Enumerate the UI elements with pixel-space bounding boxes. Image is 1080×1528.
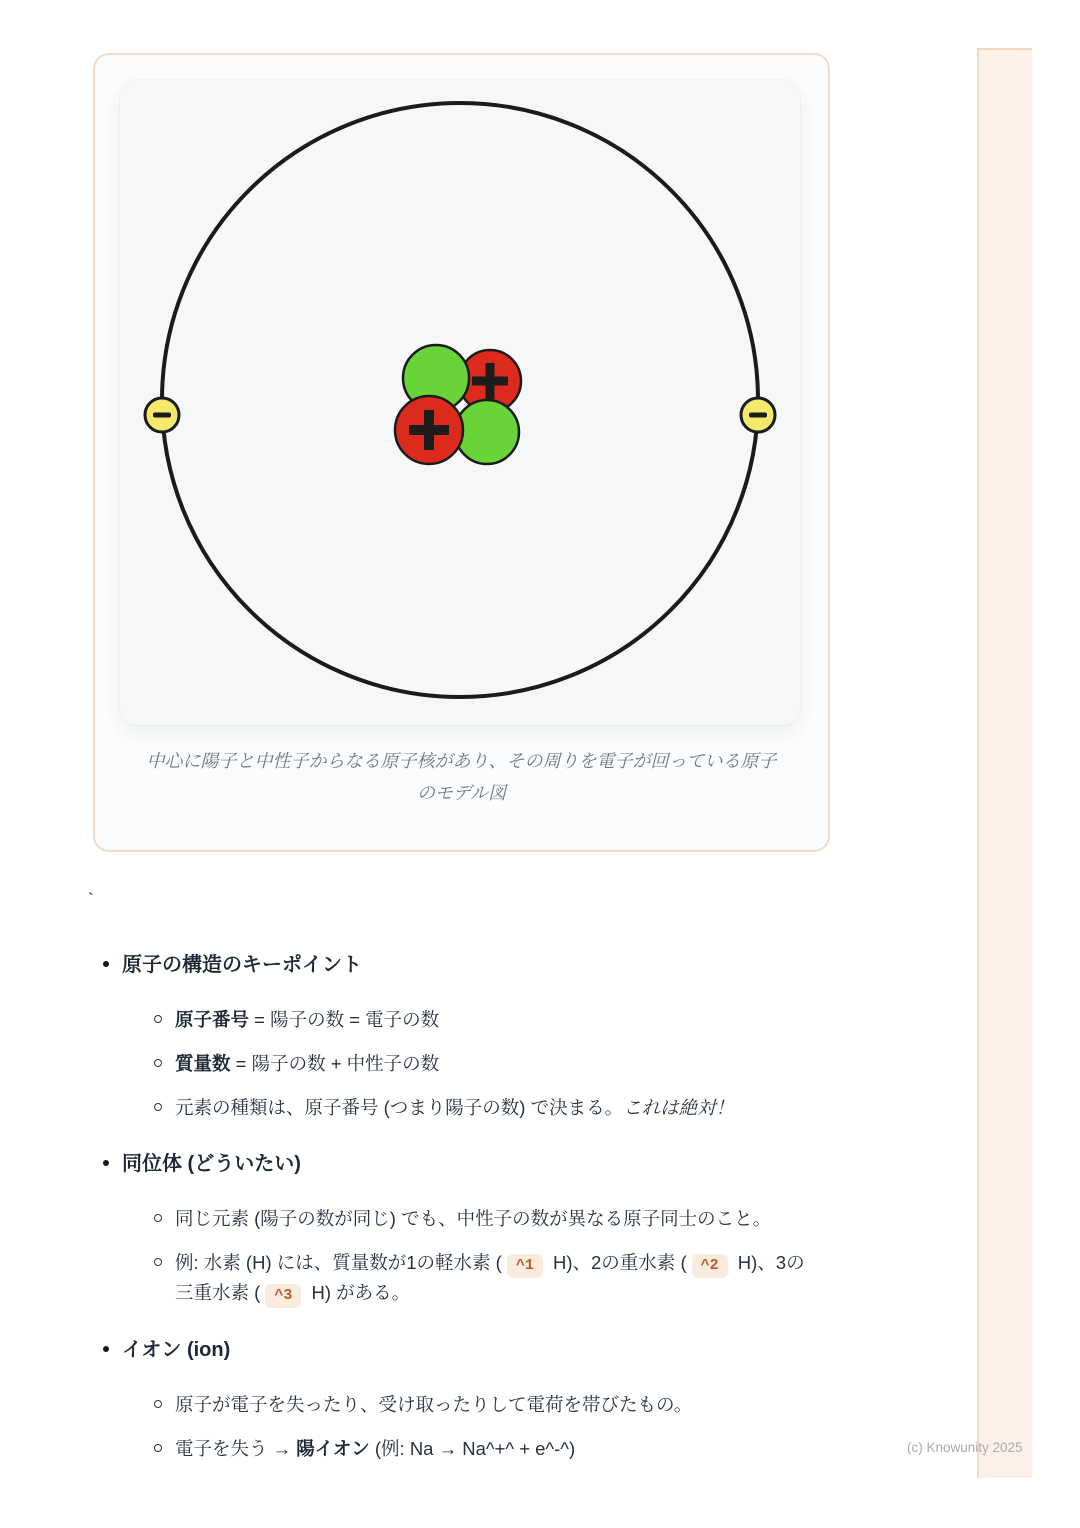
item-text: H) がある。 [306, 1282, 411, 1303]
item-text: 電子を失う → [175, 1438, 297, 1459]
item-text: (例: Na → Na^+^ + e^-^) [369, 1438, 576, 1459]
notes-list [100, 950, 836, 1478]
list-item-ion [100, 1335, 836, 1463]
list-item-isotope [100, 1149, 836, 1308]
item-text: = 陽子の数 + 中性子の数 [230, 1053, 440, 1074]
neutron [455, 400, 519, 464]
mass-number-badge: ^1 [507, 1254, 543, 1278]
figure-caption-line: 中心に陽子と中性子からなる原子核があり、その周りを電子が回っている原子 [146, 751, 777, 771]
copyright-text: (c) Knowunity 2025 [907, 1440, 1023, 1455]
section-title: 同位体 (どういたい) [122, 1153, 301, 1175]
atom-model-diagram [120, 80, 800, 725]
mass-number-badge: ^3 [265, 1284, 301, 1308]
section-title: イオン (ion) [122, 1339, 231, 1361]
list-item [154, 1049, 836, 1078]
figure-caption [115, 745, 808, 809]
section-title: 原子の構造のキーポイント [122, 954, 362, 976]
minus-icon [153, 413, 171, 418]
bullet-list [100, 950, 836, 1463]
sub-list [122, 1204, 836, 1308]
nucleus [395, 345, 521, 464]
term-label: 陽イオン [296, 1438, 370, 1459]
item-text: 例: 水素 (H) には、質量数が1の軽水素 ( [175, 1252, 502, 1273]
item-text: 同じ元素 (陽子の数が同じ) でも、中性子の数が異なる原子同士のこと。 [175, 1208, 772, 1229]
item-text: H)、3の [732, 1252, 805, 1273]
list-item [154, 1093, 836, 1122]
minus-icon [749, 413, 767, 418]
item-text: 三重水素 ( [175, 1282, 261, 1303]
emphasis-text: これは絶対！ [623, 1097, 735, 1118]
item-text: = 陽子の数 = 電子の数 [249, 1009, 440, 1030]
item-text: H)、2の重水素 ( [547, 1252, 687, 1273]
item-text: 原子が電子を失ったり、受け取ったりして電荷を帯びたもの。 [175, 1394, 693, 1415]
figure-caption-line: のモデル図 [416, 783, 507, 803]
list-item [154, 1434, 836, 1463]
term-label: 質量数 [175, 1053, 231, 1074]
atom-model-svg [120, 80, 800, 725]
term-label: 原子番号 [175, 1009, 250, 1030]
list-item [154, 1204, 836, 1233]
item-text: 元素の種類は、原子番号 (つまり陽子の数) で決まる。 [175, 1097, 624, 1118]
electron-left [145, 398, 179, 432]
sub-list [122, 1390, 836, 1463]
list-item-atom-structure [100, 950, 836, 1122]
side-stripe [977, 48, 1032, 1478]
figure-card [93, 53, 830, 852]
stray-backtick-mark: ` [88, 890, 94, 909]
list-item [154, 1248, 836, 1308]
list-item [154, 1005, 836, 1034]
mass-number-badge: ^2 [692, 1254, 728, 1278]
list-item [154, 1390, 836, 1419]
electron-right [741, 398, 775, 432]
sub-list [122, 1005, 836, 1122]
